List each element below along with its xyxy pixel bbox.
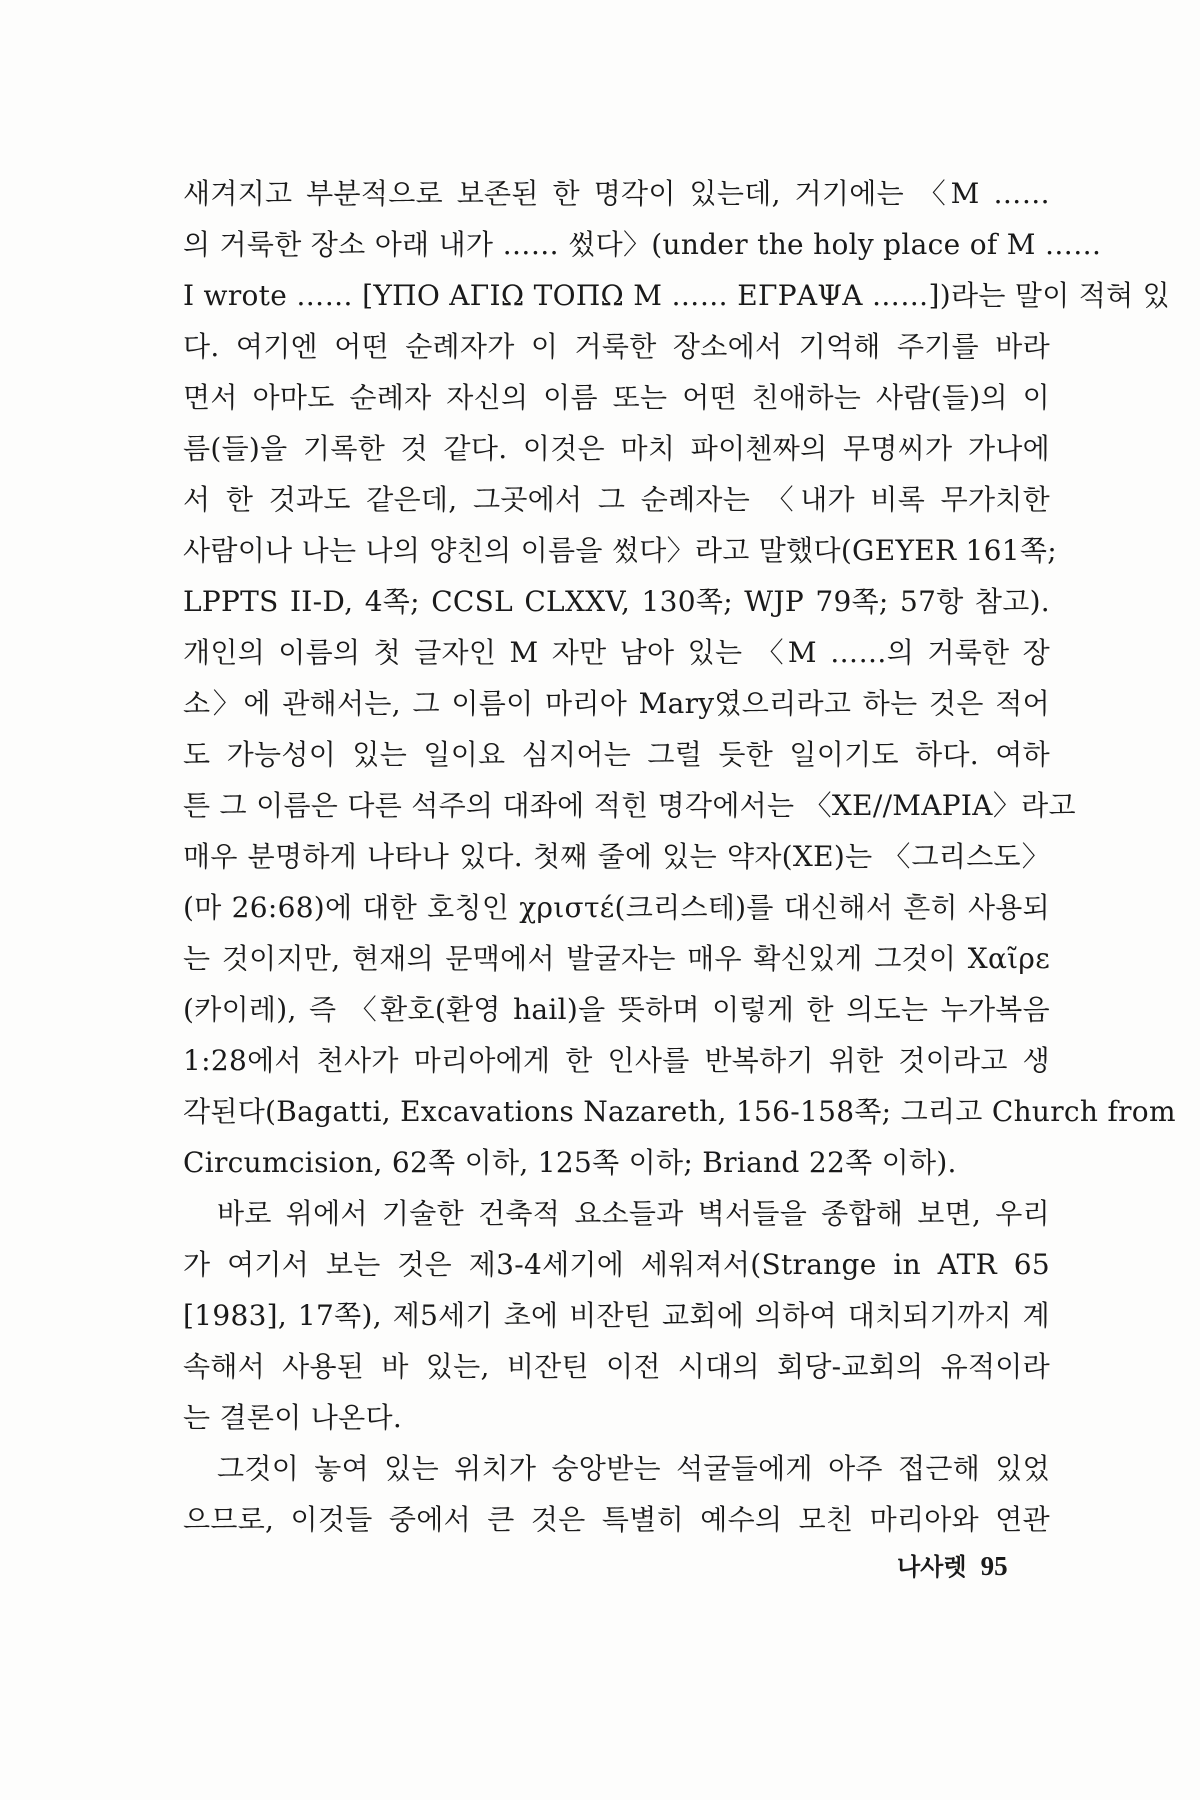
text-line: 가 여기서 보는 것은 제3-4세기에 세워져서(Strange in ATR 65 [183,1248,1050,1281]
text-line: 다. 여기엔 어떤 순례자가 이 거룩한 장소에서 기억해 주기를 바라 [183,330,1050,363]
page-footer [897,1547,1008,1582]
text-line: 름(들)을 기록한 것 같다. 이것은 마치 파이첸짜의 무명씨가 가나에 [183,432,1050,465]
text-line: 그것이 놓여 있는 위치가 숭앙받는 석굴들에게 아주 접근해 있었 [217,1452,1050,1485]
text-line: 의 거룩한 장소 아래 내가 …… 썼다〉(under the holy place of M …… [183,228,1102,261]
text-line: 도 가능성이 있는 일이요 심지어는 그럴 듯한 일이기도 하다. 여하 [183,738,1050,771]
text-line: 는 것이지만, 현재의 문맥에서 발굴자는 매우 확신있게 그것이 Χαῖρε [183,942,1050,975]
text-line: 사람이나 나는 나의 양친의 이름을 썼다〉라고 말했다(GEYER 161쪽; [183,534,1057,567]
text-line: 는 결론이 나온다. [183,1401,403,1434]
text-line: 새겨지고 부분적으로 보존된 한 명각이 있는데, 거기에는 〈M …… [183,177,1050,210]
running-title: 나사렛 [897,1552,967,1581]
text-line: (카이레), 즉 〈환호(환영 hail)을 뜻하며 이렇게 한 의도는 누가복음 [183,993,1050,1026]
text-line: [1983], 17쪽), 제5세기 초에 비잔틴 교회에 의하여 대치되기까지 계 [183,1299,1050,1332]
text-line: 속해서 사용된 바 있는, 비잔틴 이전 시대의 회당-교회의 유적이라 [183,1350,1050,1383]
page-number: 95 [980,1551,1008,1581]
text-line: 면서 아마도 순례자 자신의 이름 또는 어떤 친애하는 사람(들)의 이 [183,381,1050,414]
text-line: 튼 그 이름은 다른 석주의 대좌에 적힌 명각에서는 〈XE//MAPIA〉라고 [183,789,1076,822]
text-line: (마 26:68)에 대한 호칭인 χριστέ(크리스테)를 대신해서 흔히 사용되 [183,891,1050,924]
text-line: I wrote …… [ΥΠΟ ΑΓΙΩ ΤΟΠΩ Μ …… ΕΓΡΑΨΑ ……])라는 말이 적혀 있 [183,279,1171,312]
text-line: 1:28에서 천사가 마리아에게 한 인사를 반복하기 위한 것이라고 생 [183,1044,1050,1077]
text-line: 매우 분명하게 나타나 있다. 첫째 줄에 있는 약자(XE)는 〈그리스도〉 [183,840,1050,873]
text-line: 바로 위에서 기술한 건축적 요소들과 벽서들을 종합해 보면, 우리 [217,1197,1050,1230]
text-line: 개인의 이름의 첫 글자인 M 자만 남아 있는 〈M ……의 거룩한 장 [183,636,1050,669]
text-line: 소〉에 관해서는, 그 이름이 마리아 Mary였으리라고 하는 것은 적어 [183,687,1050,720]
text-line: 각된다(Bagatti, Excavations Nazareth, 156-158쪽; 그리고 Church from [183,1095,1176,1128]
text-line: 서 한 것과도 같은데, 그곳에서 그 순례자는 〈내가 비록 무가치한 [183,483,1050,516]
text-line: LPPTS II-D, 4쪽; CCSL CLXXV, 130쪽; WJP 79쪽; 57항 참고). [183,585,1050,618]
body-text [183,168,1176,1545]
text-line: 으므로, 이것들 중에서 큰 것은 특별히 예수의 모친 마리아와 연관 [183,1503,1050,1536]
text-line: Circumcision, 62쪽 이하, 125쪽 이하; Briand 22쪽 이하). [183,1146,957,1179]
